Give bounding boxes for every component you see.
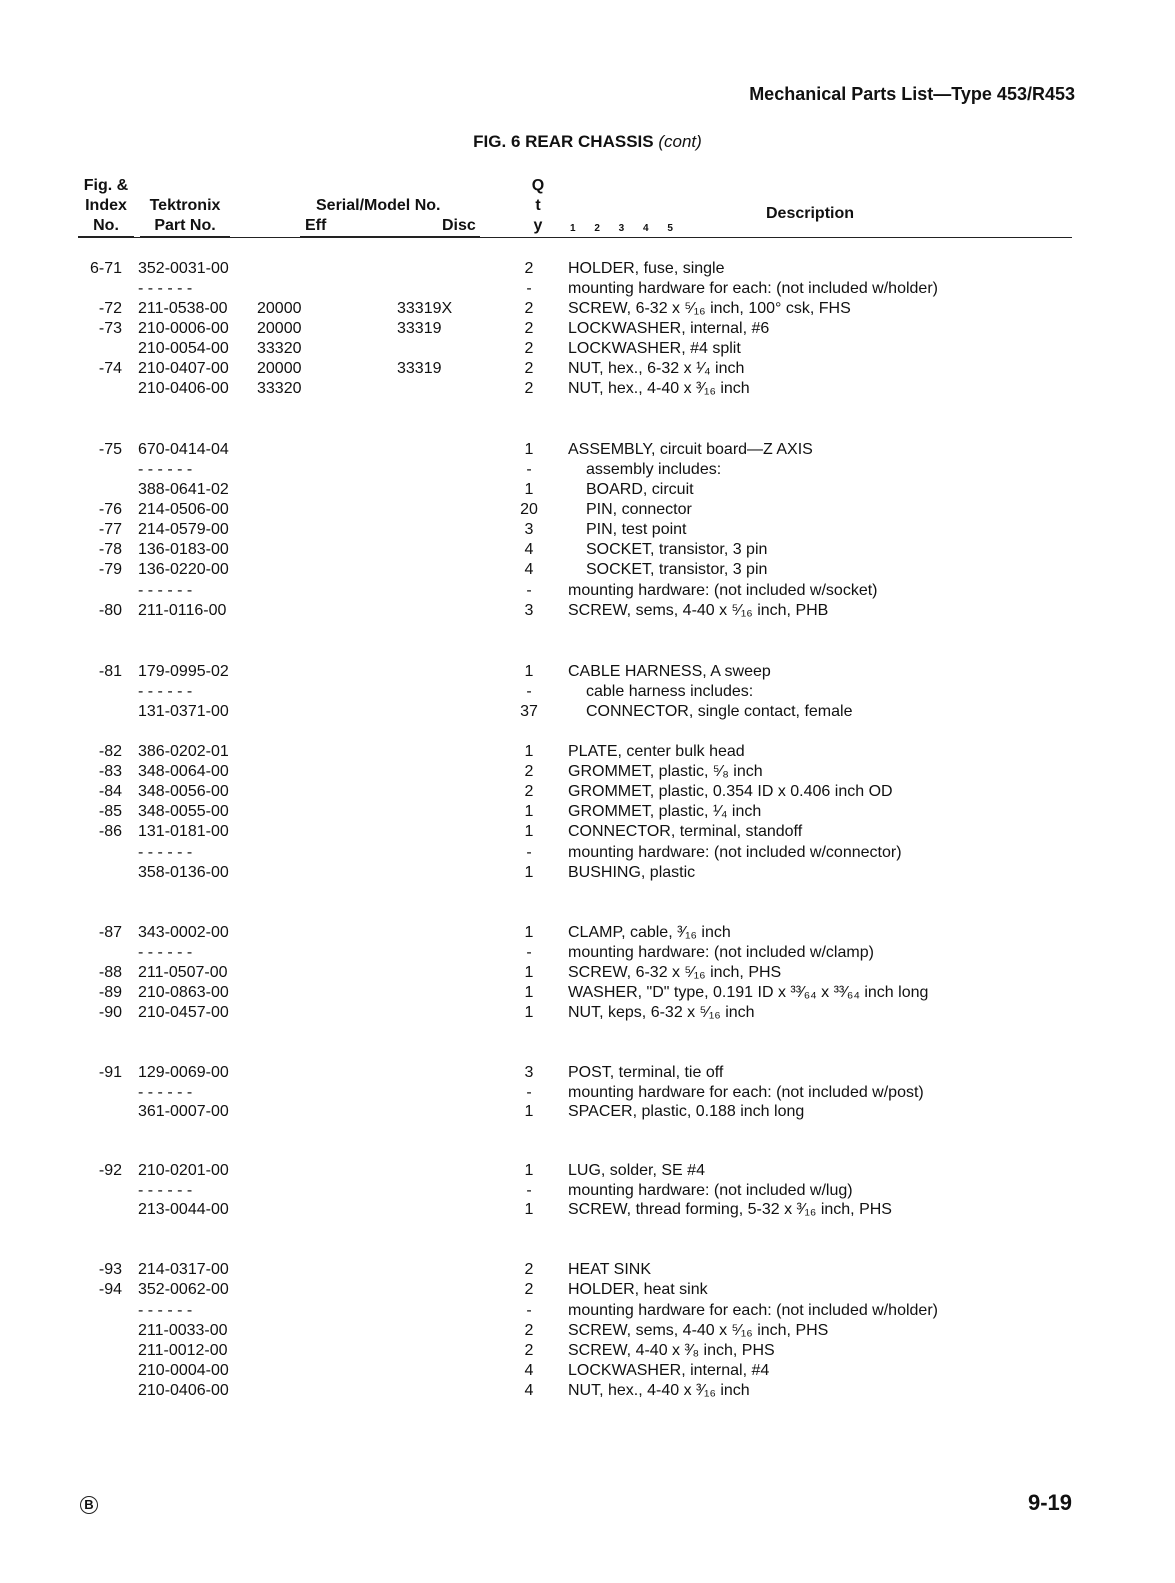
- table-row: [0, 1381, 1175, 1401]
- header-part-line-2: Part No.: [154, 217, 216, 234]
- part-number-cell: 210-0457-00: [138, 1004, 229, 1021]
- part-number-cell: - - - - - -: [138, 461, 193, 478]
- quantity-cell: 2: [524, 340, 534, 357]
- description-cell: POST, terminal, tie off: [568, 1064, 724, 1081]
- quantity-cell: 4: [524, 541, 534, 558]
- quantity-cell: 1: [524, 924, 534, 941]
- part-number-cell: 131-0181-00: [138, 823, 229, 840]
- quantity-cell: 2: [524, 1261, 534, 1278]
- index-cell: -82: [98, 743, 122, 760]
- description-cell: WASHER, "D" type, 0.191 ID x ³³⁄₆₄ x ³³⁄₆₄ inch long: [568, 984, 929, 1001]
- table-row: [0, 1200, 1175, 1220]
- table-row: [0, 480, 1175, 500]
- description-cell: NUT, keps, 6-32 x ⁵⁄₁₆ inch: [568, 1004, 755, 1021]
- description-cell: mounting hardware: (not included w/lug): [568, 1182, 853, 1199]
- description-cell: mounting hardware for each: (not included w/holder): [568, 1302, 938, 1319]
- serial-disc-cell: 33319X: [397, 300, 453, 317]
- table-row: [0, 279, 1175, 299]
- index-cell: -86: [98, 823, 122, 840]
- index-cell: -74: [98, 360, 122, 377]
- table-row: [0, 1003, 1175, 1023]
- description-cell: HOLDER, fuse, single: [568, 260, 725, 277]
- quantity-cell: 2: [524, 360, 534, 377]
- quantity-cell: 2: [524, 783, 534, 800]
- serial-eff-cell: 33320: [257, 380, 302, 397]
- part-number-cell: - - - - - -: [138, 582, 193, 599]
- table-row: [0, 1301, 1175, 1321]
- description-cell: HOLDER, heat sink: [568, 1281, 708, 1298]
- index-cell: -72: [98, 300, 122, 317]
- table-row: [0, 943, 1175, 963]
- part-number-cell: 210-0004-00: [138, 1362, 229, 1379]
- description-cell: ASSEMBLY, circuit board—Z AXIS: [568, 441, 813, 458]
- table-row: [0, 662, 1175, 682]
- page-number: 9-19: [1027, 1490, 1072, 1515]
- part-number-cell: 352-0062-00: [138, 1281, 229, 1298]
- part-number-cell: - - - - - -: [138, 944, 193, 961]
- quantity-cell: 1: [524, 663, 534, 680]
- description-cell: CLAMP, cable, ³⁄₁₆ inch: [568, 924, 731, 941]
- part-number-cell: - - - - - -: [138, 1182, 193, 1199]
- part-number-cell: 210-0054-00: [138, 340, 229, 357]
- quantity-cell: 4: [524, 561, 534, 578]
- part-number-cell: 343-0002-00: [138, 924, 229, 941]
- quantity-cell: -: [526, 1302, 532, 1319]
- part-number-cell: 386-0202-01: [138, 743, 229, 760]
- description-cell: LOCKWASHER, #4 split: [568, 340, 741, 357]
- table-row: [0, 863, 1175, 883]
- index-cell: -91: [98, 1064, 122, 1081]
- description-cell: NUT, hex., 6-32 x ¹⁄₄ inch: [568, 360, 745, 377]
- description-cell: CONNECTOR, terminal, standoff: [568, 823, 803, 840]
- quantity-cell: -: [526, 280, 532, 297]
- table-row: [0, 379, 1175, 399]
- header-part-line-1: Tektronix: [149, 197, 221, 214]
- description-cell: CONNECTOR, single contact, female: [586, 703, 853, 720]
- header-fig-line-3: No.: [93, 217, 119, 234]
- table-row: [0, 742, 1175, 762]
- part-number-cell: - - - - - -: [138, 280, 193, 297]
- description-cell: HEAT SINK: [568, 1261, 651, 1278]
- quantity-cell: 2: [524, 260, 534, 277]
- table-row: [0, 359, 1175, 379]
- header-qty-line-1: Q: [531, 177, 545, 194]
- index-cell: -77: [98, 521, 122, 538]
- quantity-cell: 1: [524, 1201, 534, 1218]
- part-number-cell: 129-0069-00: [138, 1064, 229, 1081]
- index-cell: -75: [98, 441, 122, 458]
- table-row: [0, 1181, 1175, 1201]
- table-row: [0, 1321, 1175, 1341]
- serial-eff-cell: 20000: [257, 300, 302, 317]
- table-row: [0, 581, 1175, 601]
- description-cell: PLATE, center bulk head: [568, 743, 745, 760]
- index-cell: -79: [98, 561, 122, 578]
- description-cell: GROMMET, plastic, ⁵⁄₈ inch: [568, 763, 763, 780]
- index-cell: -76: [98, 501, 122, 518]
- part-number-cell: 179-0995-02: [138, 663, 229, 680]
- quantity-cell: 4: [524, 1382, 534, 1399]
- header-disc: Disc: [442, 217, 476, 234]
- table-row: [0, 762, 1175, 782]
- table-row: [0, 440, 1175, 460]
- part-number-cell: 210-0863-00: [138, 984, 229, 1001]
- description-cell: LOCKWASHER, internal, #4: [568, 1362, 770, 1379]
- quantity-cell: -: [526, 1182, 532, 1199]
- quantity-cell: -: [526, 582, 532, 599]
- table-row: [0, 520, 1175, 540]
- header-qty-line-2: t: [535, 197, 541, 214]
- description-cell: SCREW, 6-32 x ⁵⁄₁₆ inch, PHS: [568, 964, 782, 981]
- header-description: Description: [766, 205, 855, 222]
- quantity-cell: 1: [524, 481, 534, 498]
- index-cell: -85: [98, 803, 122, 820]
- part-number-cell: 388-0641-02: [138, 481, 229, 498]
- quantity-cell: 1: [524, 1103, 534, 1120]
- quantity-cell: 3: [524, 521, 534, 538]
- table-row: [0, 1341, 1175, 1361]
- table-row: [0, 319, 1175, 339]
- part-number-cell: 358-0136-00: [138, 864, 229, 881]
- table-row: [0, 983, 1175, 1003]
- description-cell: SCREW, sems, 4-40 x ⁵⁄₁₆ inch, PHB: [568, 602, 829, 619]
- part-number-cell: 211-0116-00: [138, 602, 227, 619]
- description-cell: GROMMET, plastic, 0.354 ID x 0.406 inch OD: [568, 783, 893, 800]
- quantity-cell: -: [526, 461, 532, 478]
- part-number-cell: 211-0012-00: [138, 1342, 228, 1359]
- index-cell: -93: [98, 1261, 122, 1278]
- description-cell: LUG, solder, SE #4: [568, 1162, 705, 1179]
- serial-eff-cell: 20000: [257, 320, 302, 337]
- description-cell: PIN, connector: [586, 501, 692, 518]
- table-row: [0, 1083, 1175, 1103]
- running-head: Mechanical Parts List—Type 453/R453: [749, 84, 1075, 104]
- part-number-cell: 213-0044-00: [138, 1201, 229, 1218]
- index-cell: 6-71: [89, 260, 122, 277]
- header-fig-line-1: Fig. &: [83, 177, 129, 194]
- description-cell: SCREW, 4-40 x ³⁄₈ inch, PHS: [568, 1342, 775, 1359]
- part-number-cell: 348-0055-00: [138, 803, 229, 820]
- part-number-cell: 214-0317-00: [138, 1261, 229, 1278]
- quantity-cell: 2: [524, 1281, 534, 1298]
- part-number-cell: 131-0371-00: [138, 703, 229, 720]
- figure-prefix: FIG. 6: [473, 132, 521, 151]
- quantity-cell: 1: [524, 1162, 534, 1179]
- footer-mark: B: [80, 1496, 98, 1514]
- description-cell: mounting hardware for each: (not included w/holder): [568, 280, 938, 297]
- quantity-cell: 1: [524, 1004, 534, 1021]
- quantity-cell: 1: [524, 803, 534, 820]
- description-cell: mounting hardware: (not included w/socket): [568, 582, 878, 599]
- description-cell: NUT, hex., 4-40 x ³⁄₁₆ inch: [568, 380, 750, 397]
- serial-disc-cell: 33319: [397, 360, 442, 377]
- table-row: [0, 702, 1175, 722]
- table-row: [0, 1063, 1175, 1083]
- quantity-cell: 1: [524, 823, 534, 840]
- part-number-cell: 211-0033-00: [138, 1322, 228, 1339]
- description-cell: SCREW, 6-32 x ⁵⁄₁₆ inch, 100° csk, FHS: [568, 300, 851, 317]
- description-cell: SOCKET, transistor, 3 pin: [586, 561, 768, 578]
- quantity-cell: 4: [524, 1362, 534, 1379]
- part-number-cell: 361-0007-00: [138, 1103, 229, 1120]
- part-number-cell: 352-0031-00: [138, 260, 229, 277]
- quantity-cell: -: [526, 844, 532, 861]
- header-serial: Serial/Model No.: [316, 197, 441, 214]
- table-row: [0, 1361, 1175, 1381]
- table-row: [0, 1280, 1175, 1300]
- quantity-cell: 1: [524, 743, 534, 760]
- part-number-cell: 136-0220-00: [138, 561, 229, 578]
- part-number-cell: 214-0506-00: [138, 501, 229, 518]
- quantity-cell: 3: [524, 602, 534, 619]
- description-cell: mounting hardware: (not included w/connector): [568, 844, 902, 861]
- part-number-cell: 210-0406-00: [138, 1382, 229, 1399]
- index-cell: -84: [98, 783, 122, 800]
- index-cell: -83: [98, 763, 122, 780]
- table-row: [0, 601, 1175, 621]
- quantity-cell: 2: [524, 300, 534, 317]
- description-cell: LOCKWASHER, internal, #6: [568, 320, 770, 337]
- part-number-cell: 348-0064-00: [138, 763, 229, 780]
- description-cell: SPACER, plastic, 0.188 inch long: [568, 1103, 805, 1120]
- description-cell: BUSHING, plastic: [568, 864, 696, 881]
- index-cell: -94: [98, 1281, 122, 1298]
- quantity-cell: 1: [524, 864, 534, 881]
- header-qty-line-3: y: [533, 217, 543, 234]
- table-row: [0, 802, 1175, 822]
- part-number-cell: 670-0414-04: [138, 441, 229, 458]
- table-row: [0, 1161, 1175, 1181]
- description-cell: mounting hardware: (not included w/clamp): [568, 944, 874, 961]
- part-number-cell: 210-0407-00: [138, 360, 229, 377]
- table-row: [0, 540, 1175, 560]
- part-number-cell: 214-0579-00: [138, 521, 229, 538]
- serial-eff-cell: 20000: [257, 360, 302, 377]
- table-row: [0, 923, 1175, 943]
- quantity-cell: 1: [524, 964, 534, 981]
- part-number-cell: 348-0056-00: [138, 783, 229, 800]
- table-row: [0, 782, 1175, 802]
- figure-name: REAR CHASSIS: [525, 132, 654, 151]
- table-row: [0, 259, 1175, 279]
- part-number-cell: - - - - - -: [138, 683, 193, 700]
- description-cell: BOARD, circuit: [586, 481, 694, 498]
- table-row: [0, 339, 1175, 359]
- part-number-cell: - - - - - -: [138, 844, 193, 861]
- quantity-cell: 2: [524, 763, 534, 780]
- table-row: [0, 682, 1175, 702]
- part-number-cell: 211-0538-00: [138, 300, 228, 317]
- description-cell: SCREW, thread forming, 5-32 x ³⁄₁₆ inch, PHS: [568, 1201, 892, 1218]
- part-number-cell: 210-0201-00: [138, 1162, 229, 1179]
- quantity-cell: 20: [520, 501, 538, 518]
- table-row: [0, 560, 1175, 580]
- table-row: [0, 822, 1175, 842]
- description-cell: cable harness includes:: [586, 683, 754, 700]
- description-cell: NUT, hex., 4-40 x ³⁄₁₆ inch: [568, 1382, 750, 1399]
- index-cell: -89: [98, 984, 122, 1001]
- quantity-cell: 1: [524, 984, 534, 1001]
- index-cell: -73: [98, 320, 122, 337]
- quantity-cell: -: [526, 944, 532, 961]
- table-row: [0, 1260, 1175, 1280]
- index-cell: -88: [98, 964, 122, 981]
- quantity-cell: 1: [524, 441, 534, 458]
- header-indent-levels: 1 2 3 4 5: [570, 223, 681, 234]
- part-number-cell: 136-0183-00: [138, 541, 229, 558]
- quantity-cell: 2: [524, 1342, 534, 1359]
- description-cell: assembly includes:: [586, 461, 722, 478]
- table-row: [0, 1102, 1175, 1122]
- part-number-cell: 210-0006-00: [138, 320, 229, 337]
- part-number-cell: - - - - - -: [138, 1084, 193, 1101]
- header-fig-line-2: Index: [85, 197, 127, 214]
- description-cell: SCREW, sems, 4-40 x ⁵⁄₁₆ inch, PHS: [568, 1322, 829, 1339]
- description-cell: mounting hardware for each: (not included w/post): [568, 1084, 924, 1101]
- quantity-cell: 2: [524, 320, 534, 337]
- quantity-cell: 2: [524, 1322, 534, 1339]
- part-number-cell: 211-0507-00: [138, 964, 228, 981]
- table-row: [0, 299, 1175, 319]
- index-cell: -87: [98, 924, 122, 941]
- index-cell: -80: [98, 602, 122, 619]
- index-cell: -90: [98, 1004, 122, 1021]
- description-cell: PIN, test point: [586, 521, 687, 538]
- description-cell: GROMMET, plastic, ¹⁄₄ inch: [568, 803, 762, 820]
- quantity-cell: 3: [524, 1064, 534, 1081]
- index-cell: -81: [98, 663, 122, 680]
- serial-disc-cell: 33319: [397, 320, 442, 337]
- description-cell: SOCKET, transistor, 3 pin: [586, 541, 768, 558]
- table-row: [0, 963, 1175, 983]
- table-row: [0, 460, 1175, 480]
- quantity-cell: 37: [520, 703, 538, 720]
- index-cell: -78: [98, 541, 122, 558]
- table-row: [0, 843, 1175, 863]
- quantity-cell: -: [526, 1084, 532, 1101]
- figure-suffix: (cont): [658, 132, 702, 151]
- header-eff: Eff: [305, 217, 327, 234]
- description-cell: CABLE HARNESS, A sweep: [568, 663, 771, 680]
- serial-eff-cell: 33320: [257, 340, 302, 357]
- table-row: [0, 500, 1175, 520]
- part-number-cell: - - - - - -: [138, 1302, 193, 1319]
- part-number-cell: 210-0406-00: [138, 380, 229, 397]
- quantity-cell: -: [526, 683, 532, 700]
- quantity-cell: 2: [524, 380, 534, 397]
- index-cell: -92: [98, 1162, 122, 1179]
